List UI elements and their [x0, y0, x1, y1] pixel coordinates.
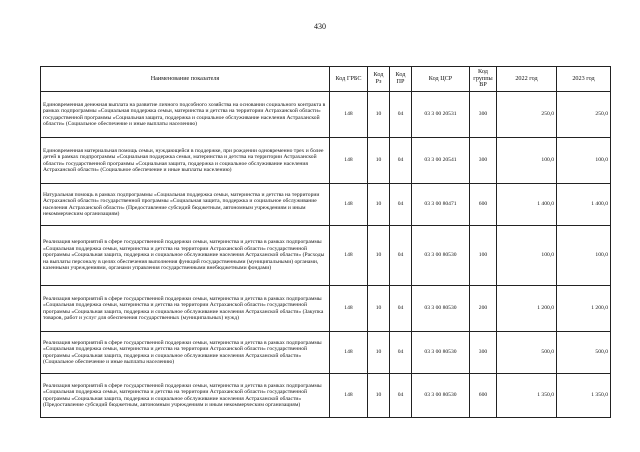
row-2023: 1 200,0: [557, 286, 611, 332]
row-2022: 100,0: [497, 138, 557, 184]
header-grbs: Код ГРБС: [330, 67, 368, 92]
row-name: Единовременная денежная выплата на развитие личного подсобного хозяйства на основании социального контракта в рамках подпрограммы «Социальная поддержка семьи, материнства и детства на территории Астраханской области» государственной программы «Социальная защита, поддержка и социальное обслуживание населения Астраханской области» (Социальное обеспечение и иные выплаты населению): [41, 92, 330, 138]
row-csr: 03 3 00 80471: [412, 184, 470, 226]
row-2022: 250,0: [497, 92, 557, 138]
row-rz: 10: [368, 92, 390, 138]
row-csr: 03 3 00 80530: [412, 226, 470, 286]
row-2023: 500,0: [557, 332, 611, 374]
row-grbs: 148: [330, 332, 368, 374]
row-2023: 100,0: [557, 226, 611, 286]
row-vr: 300: [470, 332, 497, 374]
row-csr: 03 3 00 20541: [412, 138, 470, 184]
header-vr: Код группы ВР: [470, 67, 497, 92]
page-number: 430: [314, 22, 326, 31]
header-2022: 2022 год: [497, 67, 557, 92]
row-vr: 200: [470, 286, 497, 332]
row-csr: 03 3 00 20531: [412, 92, 470, 138]
row-2023: 250,0: [557, 92, 611, 138]
table-row: [41, 226, 611, 286]
row-name: Реализация мероприятий в сфере государственной поддержки семьи, материнства и детства в рамках подпрограммы «Социальная поддержка семьи, материнства и детства на территории Астраханской области» государственной программы «Социальная защита, поддержка и социальное обслуживание населения Астраханской области» (Социальное обеспечение и иные выплаты населению): [41, 332, 330, 374]
row-2022: 1 350,0: [497, 374, 557, 418]
row-name: Натуральная помощь в рамках подпрограммы «Социальная поддержка семьи, материнства и детства на территории Астраханской области» государственной программы «Социальная защита, поддержка и социальное обслуживание населения Астраханской области» (Предоставление субсидий бюджетным, автономным учреждениям и иным некоммерческим организациям): [41, 184, 330, 226]
row-name: Реализация мероприятий в сфере государственной поддержки семьи, материнства и детства в рамках подпрограммы «Социальная поддержка семьи, материнства и детства на территории Астраханской области» государственной программы «Социальная защита, поддержка и социальное обслуживание населения Астраханской области» (Расходы на выплаты персоналу в целях обеспечения выполнения функций государственными (муниципальными) органами, казенными учреждениями, органами управления государственными внебюджетными фондами): [41, 226, 330, 286]
row-grbs: 148: [330, 286, 368, 332]
row-2023: 1 400,0: [557, 184, 611, 226]
header-name: Наименование показателя: [41, 67, 330, 92]
row-pr: 04: [390, 226, 412, 286]
row-name: Реализация мероприятий в сфере государственной поддержки семьи, материнства и детства в рамках подпрограммы «Социальная поддержка семьи, материнства и детства на территории Астраханской области» государственной программы «Социальная защита, поддержка и социальное обслуживание населения Астраханской области» (Закупка товаров, работ и услуг для обеспечения государственных (муниципальных) нужд): [41, 286, 330, 332]
row-name: Реализация мероприятий в сфере государственной поддержки семьи, материнства и детства в рамках подпрограммы «Социальная поддержка семьи, материнства и детства на территории Астраханской области» государственной программы «Социальная защита, поддержка и социальное обслуживание населения Астраханской области» (Предоставление субсидий бюджетным, автономным учреждениям и иным некоммерческим организациям): [41, 374, 330, 418]
table-row: [41, 332, 611, 374]
header-pr: Код ПР: [390, 67, 412, 92]
row-vr: 100: [470, 226, 497, 286]
row-vr: 600: [470, 374, 497, 418]
row-pr: 04: [390, 332, 412, 374]
row-rz: 10: [368, 184, 390, 226]
row-pr: 04: [390, 184, 412, 226]
table-row: [41, 138, 611, 184]
row-rz: 10: [368, 138, 390, 184]
row-2023: 100,0: [557, 138, 611, 184]
row-rz: 10: [368, 226, 390, 286]
header-rz: Код Рз: [368, 67, 390, 92]
row-rz: 10: [368, 332, 390, 374]
row-rz: 10: [368, 374, 390, 418]
table-header-row: [41, 67, 611, 92]
row-pr: 04: [390, 374, 412, 418]
row-grbs: 148: [330, 226, 368, 286]
row-name: Единовременная материальная помощь семьи, нуждающейся в поддержке, при рождении одновременно трех и более детей в рамках подпрограммы «Социальная поддержка семьи, материнства и детства на территории Астраханской области» государственной программы «Социальная защита, поддержка и социальное обслуживание населения Астраханской области» (Социальное обеспечение и иные выплаты населению): [41, 138, 330, 184]
row-2022: 1 200,0: [497, 286, 557, 332]
row-rz: 10: [368, 286, 390, 332]
row-2022: 500,0: [497, 332, 557, 374]
row-pr: 04: [390, 286, 412, 332]
budget-table: [40, 66, 611, 418]
table-row: [41, 184, 611, 226]
row-2022: 1 400,0: [497, 184, 557, 226]
row-grbs: 148: [330, 92, 368, 138]
row-grbs: 148: [330, 184, 368, 226]
row-pr: 04: [390, 92, 412, 138]
row-grbs: 148: [330, 374, 368, 418]
table-row: [41, 286, 611, 332]
row-csr: 03 3 00 80530: [412, 374, 470, 418]
row-csr: 03 3 00 80530: [412, 332, 470, 374]
table-row: [41, 92, 611, 138]
row-grbs: 148: [330, 138, 368, 184]
row-pr: 04: [390, 138, 412, 184]
row-vr: 300: [470, 138, 497, 184]
header-2023: 2023 год: [557, 67, 611, 92]
row-csr: 03 3 00 80530: [412, 286, 470, 332]
row-2023: 1 350,0: [557, 374, 611, 418]
row-vr: 300: [470, 92, 497, 138]
row-2022: 100,0: [497, 226, 557, 286]
table-row: [41, 374, 611, 418]
header-csr: Код ЦСР: [412, 67, 470, 92]
row-vr: 600: [470, 184, 497, 226]
